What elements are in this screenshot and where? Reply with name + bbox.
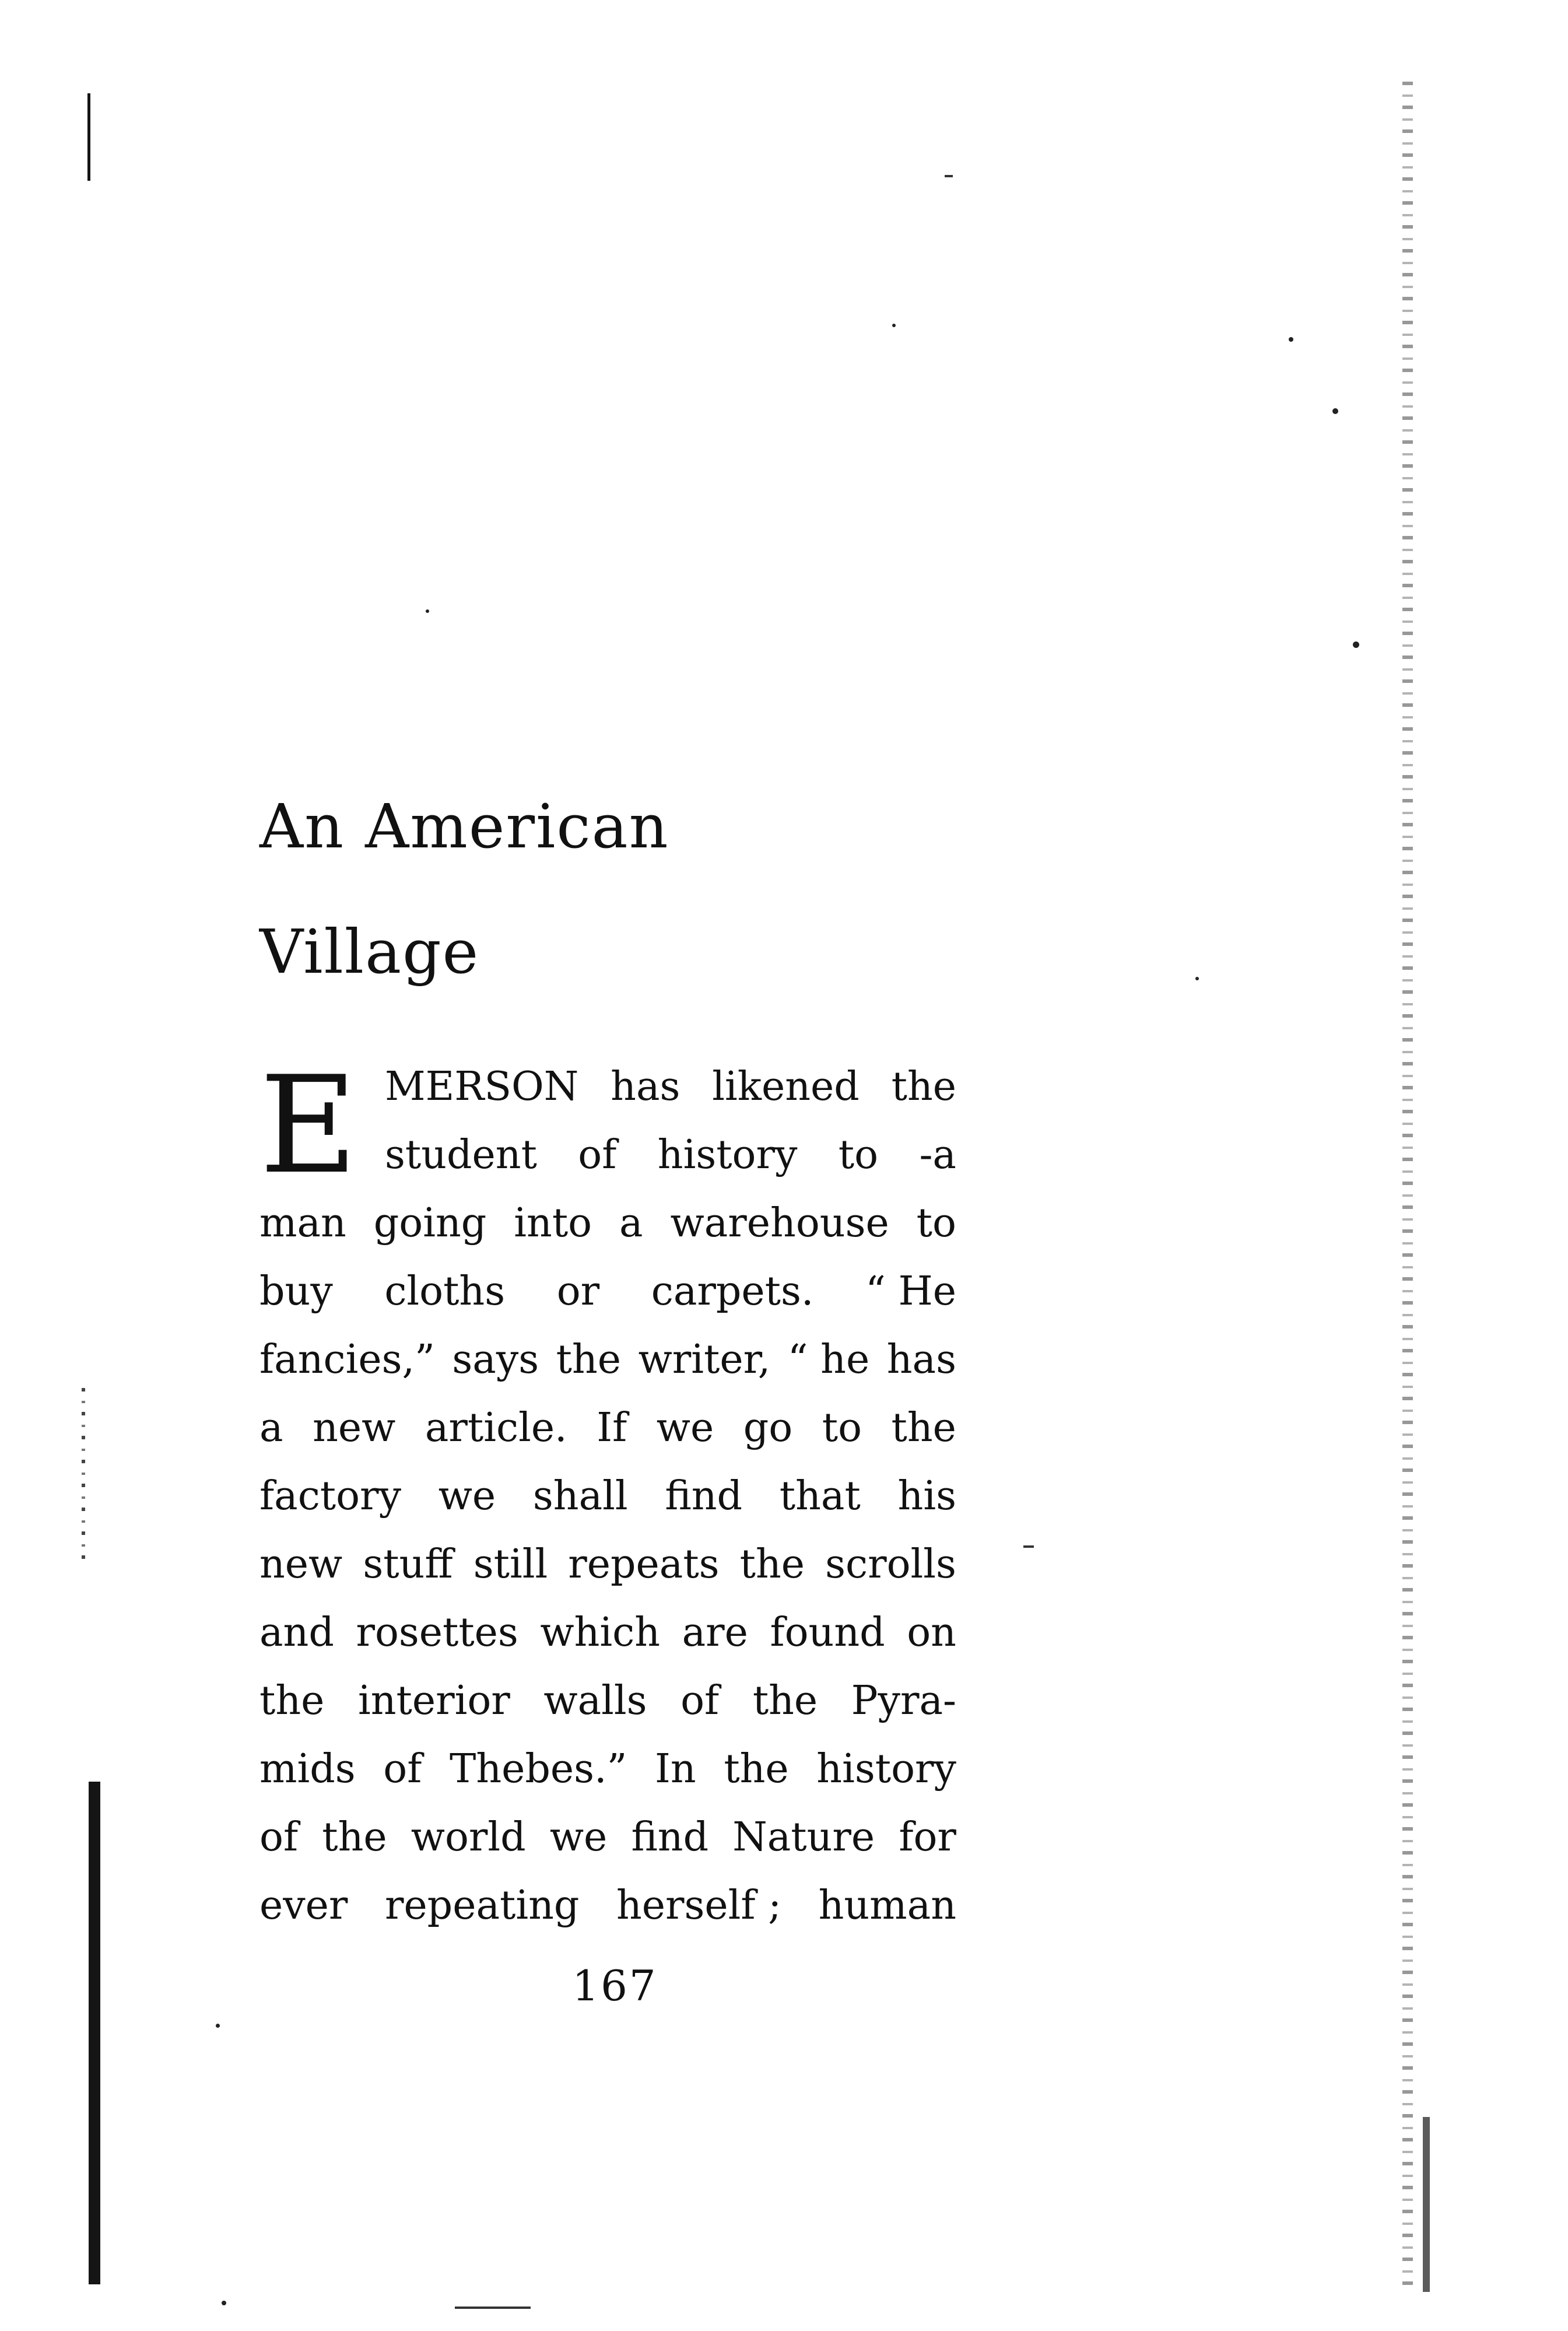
text-line <box>385 1053 956 1121</box>
word: In <box>655 1746 696 1792</box>
word: repeats <box>568 1541 720 1587</box>
text-line <box>385 1121 956 1189</box>
word: the <box>259 1678 325 1724</box>
word: new <box>313 1405 396 1451</box>
word: the <box>322 1814 387 1860</box>
text-line <box>259 1667 956 1735</box>
body-paragraph <box>259 1048 956 1940</box>
word: on <box>907 1610 956 1656</box>
word: “ he <box>787 1337 870 1383</box>
word: the <box>739 1541 805 1587</box>
text-line <box>259 1871 956 1940</box>
word: carpets. <box>651 1268 814 1315</box>
word: -a <box>919 1132 956 1178</box>
word: has <box>611 1064 680 1110</box>
stray-mark <box>1023 1545 1034 1548</box>
word: ever <box>259 1883 348 1929</box>
word: repeating <box>384 1883 580 1929</box>
word: warehouse <box>670 1200 889 1246</box>
page-number: 167 <box>572 1961 658 2010</box>
word: stuff <box>363 1541 453 1587</box>
word: article. <box>425 1405 567 1451</box>
word: writer, <box>638 1337 771 1383</box>
word: we <box>438 1473 496 1519</box>
word: shall <box>532 1473 628 1519</box>
word: If <box>597 1405 627 1451</box>
text-line <box>259 1326 956 1394</box>
text-line <box>259 1462 956 1530</box>
word: to <box>838 1132 879 1178</box>
text-line <box>259 1735 956 1803</box>
word: or <box>556 1268 600 1315</box>
word: rosettes <box>356 1610 518 1656</box>
text-line <box>259 1803 956 1871</box>
speck <box>222 2301 226 2305</box>
word: going <box>373 1200 487 1246</box>
chapter-title <box>259 764 669 1015</box>
word: of <box>578 1132 617 1178</box>
speck <box>1353 642 1359 648</box>
text-line <box>259 1189 956 1257</box>
word: history <box>816 1746 956 1792</box>
word: we <box>656 1405 714 1451</box>
word: the <box>891 1064 956 1110</box>
word: mids <box>259 1746 356 1792</box>
speck <box>1195 977 1199 980</box>
text-line <box>259 1530 956 1599</box>
speck <box>1289 337 1293 342</box>
word: man <box>259 1200 346 1246</box>
word: Nature <box>732 1814 875 1860</box>
word: of <box>259 1814 299 1860</box>
word: the <box>891 1405 956 1451</box>
word: history <box>657 1132 798 1178</box>
word: likened <box>712 1064 860 1110</box>
word: student <box>385 1132 537 1178</box>
word: for <box>899 1814 956 1860</box>
word: the <box>724 1746 789 1792</box>
speck <box>426 609 429 613</box>
word: find <box>665 1473 743 1519</box>
word: we <box>549 1814 608 1860</box>
left-margin-mark-top <box>87 93 90 181</box>
word: human <box>818 1883 956 1929</box>
word: to <box>822 1405 862 1451</box>
word: go <box>743 1405 793 1451</box>
word: herself ; <box>616 1883 782 1929</box>
word: buy <box>259 1268 333 1315</box>
word: into <box>514 1200 592 1246</box>
left-page-edge <box>89 1782 100 2284</box>
chapter-title-line-2: Village <box>259 916 480 987</box>
word: and <box>259 1610 334 1656</box>
word: “ He <box>865 1268 956 1315</box>
text-line <box>259 1394 956 1462</box>
word: found <box>770 1610 885 1656</box>
word: of <box>680 1678 720 1724</box>
drop-cap: E <box>259 1048 357 1204</box>
word: cloths <box>384 1268 506 1315</box>
word: Pyra- <box>851 1678 956 1724</box>
stray-mark <box>945 175 953 177</box>
word: his <box>897 1473 956 1519</box>
word: scrolls <box>825 1541 956 1587</box>
word: are <box>682 1610 748 1656</box>
word: the <box>752 1678 818 1724</box>
speck <box>1332 408 1338 414</box>
word: to <box>916 1200 956 1246</box>
word: a <box>259 1405 283 1451</box>
right-edge-noise <box>1402 82 1413 2286</box>
word: has <box>886 1337 956 1383</box>
left-edge-noise <box>82 1388 85 1563</box>
word: fancies,” <box>259 1337 435 1383</box>
speck <box>892 324 896 327</box>
stray-mark <box>455 2307 531 2309</box>
word: the <box>556 1337 622 1383</box>
right-edge-mark <box>1423 2117 1430 2292</box>
chapter-title-line-1: An American <box>259 791 669 862</box>
text-line <box>259 1599 956 1667</box>
text-line <box>259 1257 956 1326</box>
word: interior <box>357 1678 510 1724</box>
word: Thebes.” <box>449 1746 627 1792</box>
word: find <box>631 1814 709 1860</box>
word: that <box>779 1473 861 1519</box>
word: new <box>259 1541 343 1587</box>
word: of <box>383 1746 422 1792</box>
word: still <box>473 1541 548 1587</box>
word: factory <box>259 1473 401 1519</box>
speck <box>216 2024 220 2028</box>
word: which <box>540 1610 661 1656</box>
word: walls <box>543 1678 647 1724</box>
word: world <box>411 1814 526 1860</box>
word: says <box>452 1337 539 1383</box>
word: a <box>619 1200 643 1246</box>
word: MERSON <box>385 1064 579 1110</box>
